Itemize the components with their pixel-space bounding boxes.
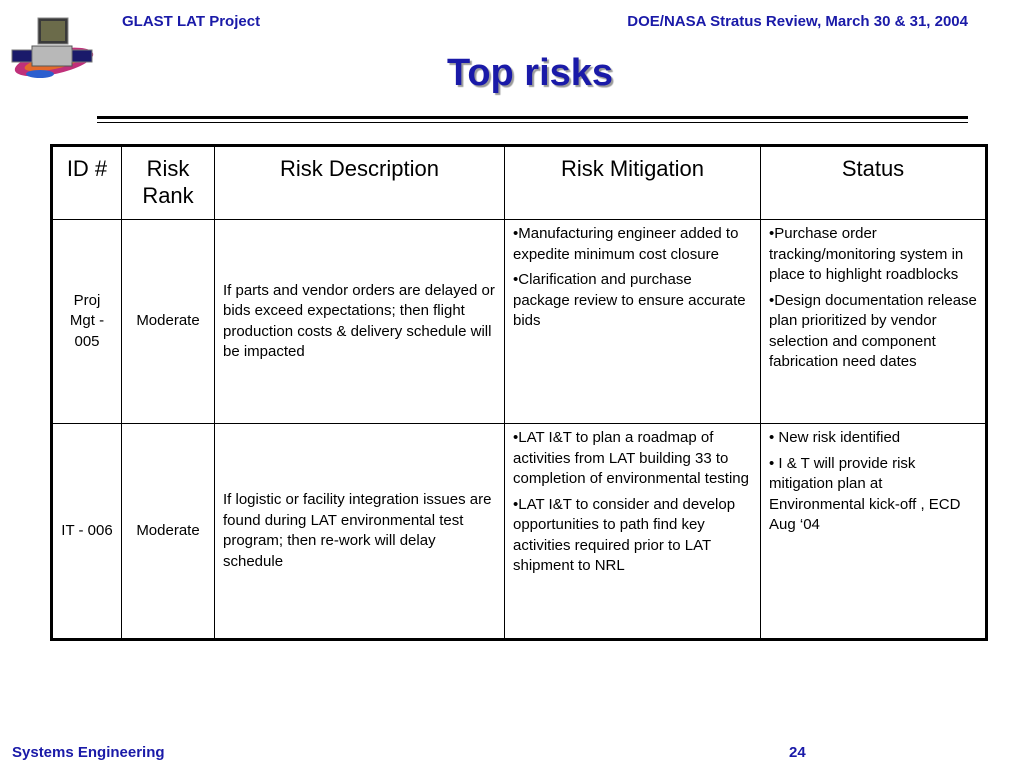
title-divider	[97, 116, 968, 119]
table-header-row	[52, 146, 987, 220]
column-header-description: Risk Description	[215, 146, 505, 220]
risk-rank: Moderate	[122, 424, 215, 640]
title-divider-thin	[97, 122, 968, 123]
page-number: 24	[789, 744, 806, 761]
project-name: GLAST LAT Project	[122, 13, 261, 30]
footer-section: Systems Engineering	[12, 744, 165, 761]
risk-status	[761, 220, 987, 424]
status-item: •Design documentation release plan prioritized by vendor selection and component fabrication need dates	[769, 291, 977, 370]
risk-description: If parts and vendor orders are delayed or bids exceed expectations; then flight production costs & delivery schedule will be impacted	[215, 220, 505, 424]
column-header-status: Status	[761, 146, 987, 220]
mitigation-item: •LAT I&T to consider and develop opportunities to path find key activities required prior to LAT shipment to NRL	[513, 495, 736, 574]
risk-table	[50, 144, 988, 641]
column-header-mitigation: Risk Mitigation	[505, 146, 761, 220]
risk-mitigation	[505, 424, 761, 640]
status-item: •Purchase order tracking/monitoring system in place to highlight roadblocks	[769, 225, 964, 283]
risk-description: If logistic or facility integration issues are found during LAT environmental test program; then re-work will delay schedule	[215, 424, 505, 640]
review-title: DOE/NASA Stratus Review, March 30 & 31, 2004	[627, 13, 968, 30]
mitigation-item: •Clarification and purchase package review to ensure accurate bids	[513, 271, 746, 329]
risk-rank: Moderate	[122, 220, 215, 424]
mitigation-item: •Manufacturing engineer added to expedite minimum cost closure	[513, 225, 739, 263]
risk-id: Proj Mgt - 005	[52, 220, 122, 424]
mitigation-item: •LAT I&T to plan a roadmap of activities from LAT building 33 to completion of environmental testing	[513, 429, 749, 487]
column-header-id: ID #	[52, 146, 122, 220]
risk-mitigation	[505, 220, 761, 424]
page-title: Top risks	[446, 52, 614, 94]
status-item: • I & T will provide risk mitigation plan at Environmental kick-off , ECD Aug ‘04	[769, 454, 961, 533]
table-row	[52, 424, 987, 640]
risk-status	[761, 424, 987, 640]
column-header-rank: Risk Rank	[122, 146, 215, 220]
status-item: • New risk identified	[769, 429, 901, 446]
table-row	[52, 220, 987, 424]
risk-id: IT - 006	[52, 424, 122, 640]
